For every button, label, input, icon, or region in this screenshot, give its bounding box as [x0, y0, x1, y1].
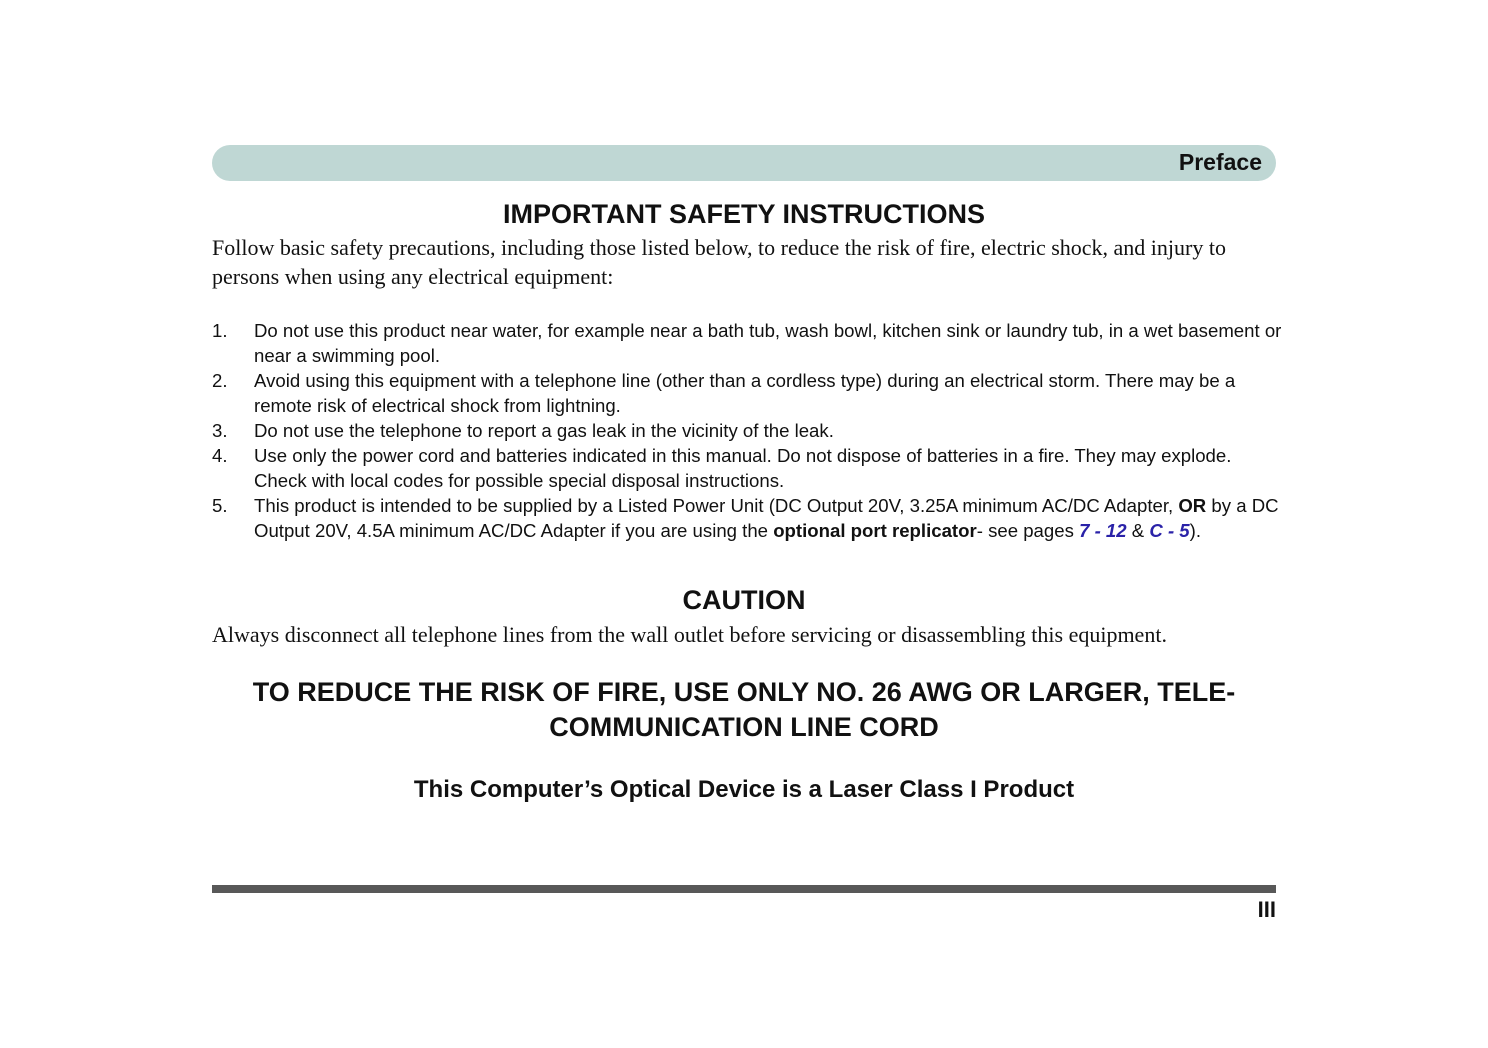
fire-risk-heading-line: COMMUNICATION LINE CORD: [549, 712, 939, 742]
list-item-number: 1.: [212, 320, 228, 341]
footer-divider: [212, 885, 1276, 893]
list-item: [212, 318, 1282, 368]
list-item-number: 2.: [212, 370, 228, 391]
list-item-text-part: ).: [1189, 520, 1201, 541]
page-reference-link[interactable]: C - 5: [1149, 520, 1190, 541]
or-emphasis: OR: [1178, 495, 1207, 516]
fire-risk-heading-line: TO REDUCE THE RISK OF FIRE, USE ONLY NO. 26 AWG OR LARGER, TELE-: [252, 677, 1236, 707]
list-item-text-part: This product is intended to be supplied by a Listed Power Unit (DC Output 20V, 3.25A minimum AC/DC Adapter,: [254, 495, 1179, 516]
page-reference-link[interactable]: 7 - 12: [1079, 520, 1127, 541]
list-item: [212, 418, 1282, 443]
page-number: III: [1257, 897, 1276, 922]
list-item-text: Use only the power cord and batteries indicated in this manual. Do not dispose of batteries in a fire. They may explode. Check with local codes for possible special disposal instructions.: [254, 445, 1232, 491]
list-item-number: 5.: [212, 495, 228, 516]
laser-class-heading: This Computer’s Optical Device is a Laser Class I Product: [413, 776, 1075, 803]
list-item: [212, 493, 1282, 543]
list-item: [212, 443, 1282, 493]
list-item-text: Do not use this product near water, for example near a bath tub, wash bowl, kitchen sink or laundry tub, in a wet basement or near a swimming pool.: [254, 320, 1282, 366]
fire-risk-heading: [212, 675, 1276, 745]
list-item: [212, 368, 1282, 418]
section-title: Preface: [1178, 149, 1262, 175]
safety-list: [212, 318, 1282, 543]
list-item-text: Do not use the telephone to report a gas leak in the vicinity of the leak.: [254, 420, 834, 441]
list-item-text: Avoid using this equipment with a telephone line (other than a cordless type) during an electrical storm. There may be a remote risk of electrical shock from lightning.: [254, 370, 1236, 416]
list-item-text-part: - see pages: [976, 520, 1080, 541]
ampersand: &: [1126, 520, 1150, 541]
safety-instructions-heading: IMPORTANT SAFETY INSTRUCTIONS: [502, 199, 985, 229]
list-item-number: 3.: [212, 420, 228, 441]
caution-paragraph: Always disconnect all telephone lines from the wall outlet before servicing or disassembling this equipment.: [212, 622, 1167, 647]
section-header-bar: [212, 145, 1276, 181]
list-item-text-part: by a DC Output 20V, 4.5A minimum AC/DC Adapter if you are using the: [254, 495, 1279, 541]
port-replicator-emphasis: optional port replicator: [773, 520, 977, 541]
list-item-number: 4.: [212, 445, 228, 466]
intro-paragraph: Follow basic safety precautions, including those listed below, to reduce the risk of fire, electric shock, and injury to persons when using any electrical equipment:: [212, 235, 1226, 289]
caution-heading: CAUTION: [682, 585, 806, 615]
